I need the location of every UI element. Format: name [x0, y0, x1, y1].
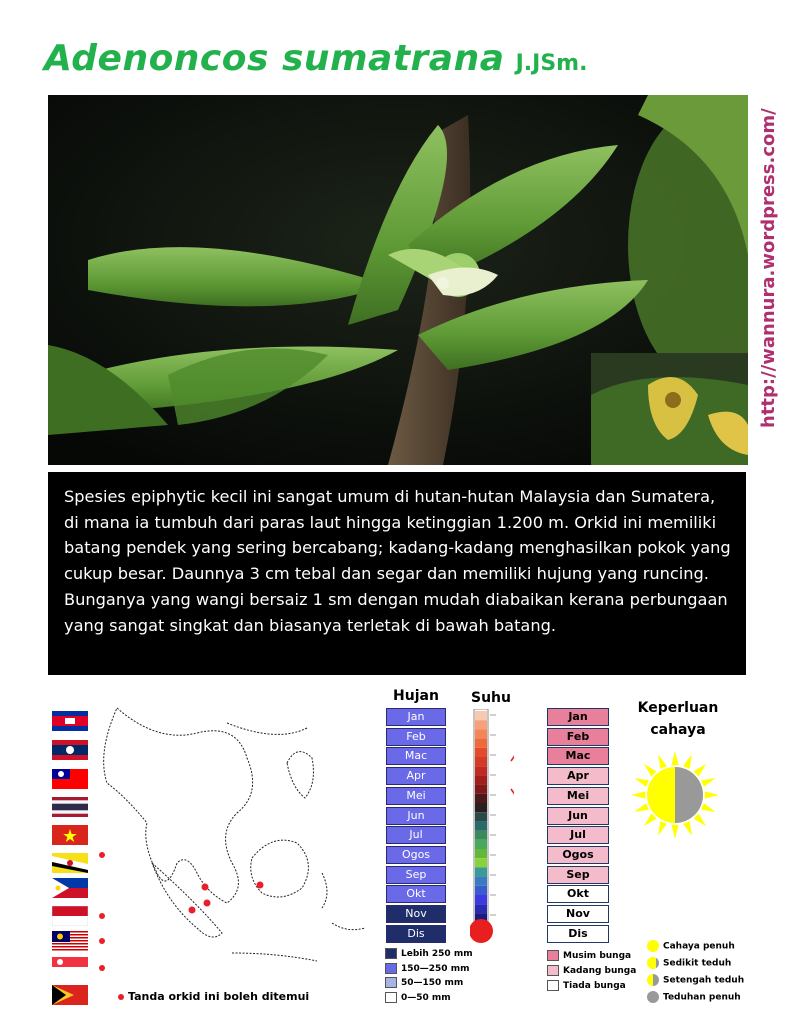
sun-ray	[701, 803, 716, 812]
flowering-month-cell: Ogos	[547, 846, 609, 864]
thermometer-band	[475, 748, 487, 757]
watermark-text: http://wannura.wordpress.com/	[758, 108, 779, 428]
legend-swatch	[385, 992, 397, 1003]
thermometer-band	[475, 785, 487, 794]
rainfall-month-cell: Mac	[386, 747, 446, 765]
thermometer-band	[475, 877, 487, 886]
legend-label: Sedikit teduh	[663, 958, 732, 969]
rainfall-month-cell: Nov	[386, 905, 446, 923]
orchid-photo	[48, 95, 748, 465]
light-level-icon	[647, 957, 659, 969]
light-legend-item	[647, 974, 744, 986]
southeast-asia-map	[47, 703, 369, 1009]
legend-swatch	[547, 965, 559, 976]
thermometer-band	[475, 821, 487, 830]
sun-ray	[658, 754, 667, 769]
temperature-title: Suhu	[471, 690, 511, 706]
thermometer-band	[475, 757, 487, 766]
flowering-legend-item	[547, 950, 631, 961]
light-level-icon	[647, 991, 659, 1003]
map-legend	[118, 990, 309, 1003]
sun-ray	[694, 764, 707, 777]
rainfall-month-cell: Apr	[386, 767, 446, 785]
thermometer-band	[475, 840, 487, 849]
legend-swatch	[385, 963, 397, 974]
sun-ray	[634, 778, 649, 787]
flowering-legend-item	[547, 965, 636, 976]
rainfall-legend-item	[385, 963, 469, 974]
sun-ray	[705, 791, 719, 798]
red-dot-icon	[118, 994, 124, 1000]
flowering-month-cell: Sep	[547, 866, 609, 884]
legend-swatch	[547, 980, 559, 991]
watermark-url	[752, 100, 782, 430]
thermometer-band	[475, 904, 487, 913]
thermometer-band	[475, 849, 487, 858]
sun-ray	[683, 821, 692, 836]
thermometer-band	[475, 729, 487, 738]
thermometer-band	[475, 812, 487, 821]
light-title: Keperluan cahaya	[637, 700, 719, 738]
thermometer-band	[475, 794, 487, 803]
thermometer-band	[475, 803, 487, 812]
legend-label: Cahaya penuh	[663, 941, 735, 952]
legend-label: Teduhan penuh	[663, 992, 741, 1003]
rainfall-month-cell: Dis	[386, 925, 446, 943]
location-marker	[99, 913, 105, 919]
rainfall-month-cell: Jun	[386, 807, 446, 825]
legend-swatch	[547, 950, 559, 961]
thermometer-graphic	[470, 709, 514, 947]
legend-label: 0—50 mm	[401, 992, 451, 1003]
location-marker	[257, 882, 264, 889]
sun-ray	[701, 778, 716, 787]
sun-ray	[658, 821, 667, 836]
map-legend-text: Tanda orkid ini boleh ditemui	[128, 990, 310, 1003]
thermometer-band	[475, 858, 487, 867]
rainfall-month-cell: Ogos	[386, 846, 446, 864]
rainfall-month-cell: Mei	[386, 787, 446, 805]
rainfall-month-cell: Jul	[386, 826, 446, 844]
sun-ray	[634, 803, 649, 812]
flowering-month-cell: Nov	[547, 905, 609, 923]
rainfall-legend-item	[385, 948, 473, 959]
legend-label: Kadang bunga	[563, 966, 637, 976]
rainfall-month-cell: Okt	[386, 885, 446, 903]
legend-swatch	[385, 977, 397, 988]
light-requirement-icon	[630, 750, 720, 840]
flowering-month-cell: Mei	[547, 787, 609, 805]
legend-swatch	[385, 948, 397, 959]
sun-ray	[694, 814, 707, 827]
rainfall-month-cell: Jan	[386, 708, 446, 726]
location-marker	[99, 965, 105, 971]
flowering-month-cell: Dis	[547, 925, 609, 943]
thermometer-band	[475, 867, 487, 876]
legend-label: 50—150 mm	[401, 978, 464, 988]
location-marker	[189, 907, 196, 914]
light-level-icon	[647, 940, 659, 952]
location-marker	[99, 852, 105, 858]
location-marker	[99, 938, 105, 944]
flowering-legend-item	[547, 980, 626, 991]
sun-ray	[644, 764, 657, 777]
rainfall-month-cell: Sep	[386, 866, 446, 884]
description-text: Spesies epiphytic kecil ini sangat umum di hutan-hutan Malaysia dan Sumatera, di mana ia tumbuh dari paras laut hingga ketinggian 1.200 m. Orkid ini memiliki batang pendek yang sering bercabang; kadang-kadang menghasilkan pokok yang cukup besar. Daunnya 3 cm tebal dan segar dan memiliki hujung yang runcing. Bunganya yang wangi bersaiz 1 sm dengan mudah diabaikan kerana perbungaan yang sangat singkat dan biasanya terletak di bawah batang.	[64, 487, 731, 635]
page-title	[44, 38, 587, 79]
rainfall-month-cell: Feb	[386, 728, 446, 746]
flowering-month-cell: Jan	[547, 708, 609, 726]
thermometer-band	[475, 739, 487, 748]
legend-label: Setengah teduh	[663, 975, 745, 986]
light-legend-item	[647, 940, 735, 952]
thermometer-band	[475, 766, 487, 775]
light-legend-item	[647, 991, 741, 1003]
species-author: J.JSm.	[515, 51, 588, 76]
thermometer-band	[475, 831, 487, 840]
flowering-month-cell: Apr	[547, 767, 609, 785]
sun-ray	[671, 751, 678, 765]
flowering-month-cell: Jul	[547, 826, 609, 844]
flowering-month-cell: Jun	[547, 807, 609, 825]
orchid-illustration	[48, 95, 748, 465]
light-legend-item	[647, 957, 731, 969]
sun-ray	[671, 825, 678, 839]
flowering-month-cell: Okt	[547, 885, 609, 903]
sun-ray	[683, 754, 692, 769]
thermometer-band	[475, 895, 487, 904]
sun-ray	[644, 814, 657, 827]
thermometer-band	[475, 775, 487, 784]
legend-label: Tiada bunga	[563, 981, 626, 991]
legend-label: Lebih 250 mm	[401, 949, 473, 959]
thermometer-band	[475, 711, 487, 720]
temperature-range-arrow	[511, 754, 514, 796]
flowering-month-cell: Mac	[547, 747, 609, 765]
rainfall-title: Hujan	[393, 688, 439, 704]
thermometer-band	[475, 886, 487, 895]
description-panel	[48, 472, 746, 675]
legend-label: 150—250 mm	[401, 963, 470, 974]
species-name: Adenoncos sumatrana	[44, 38, 505, 79]
flowering-month-cell: Feb	[547, 728, 609, 746]
thermometer-band	[475, 720, 487, 729]
location-marker	[202, 884, 209, 891]
rainfall-legend-item	[385, 992, 451, 1003]
light-level-icon	[647, 974, 659, 986]
legend-label: Musim bunga	[563, 951, 632, 961]
rainfall-legend-item	[385, 977, 463, 988]
sun-ray	[631, 791, 645, 798]
location-marker	[204, 900, 211, 907]
